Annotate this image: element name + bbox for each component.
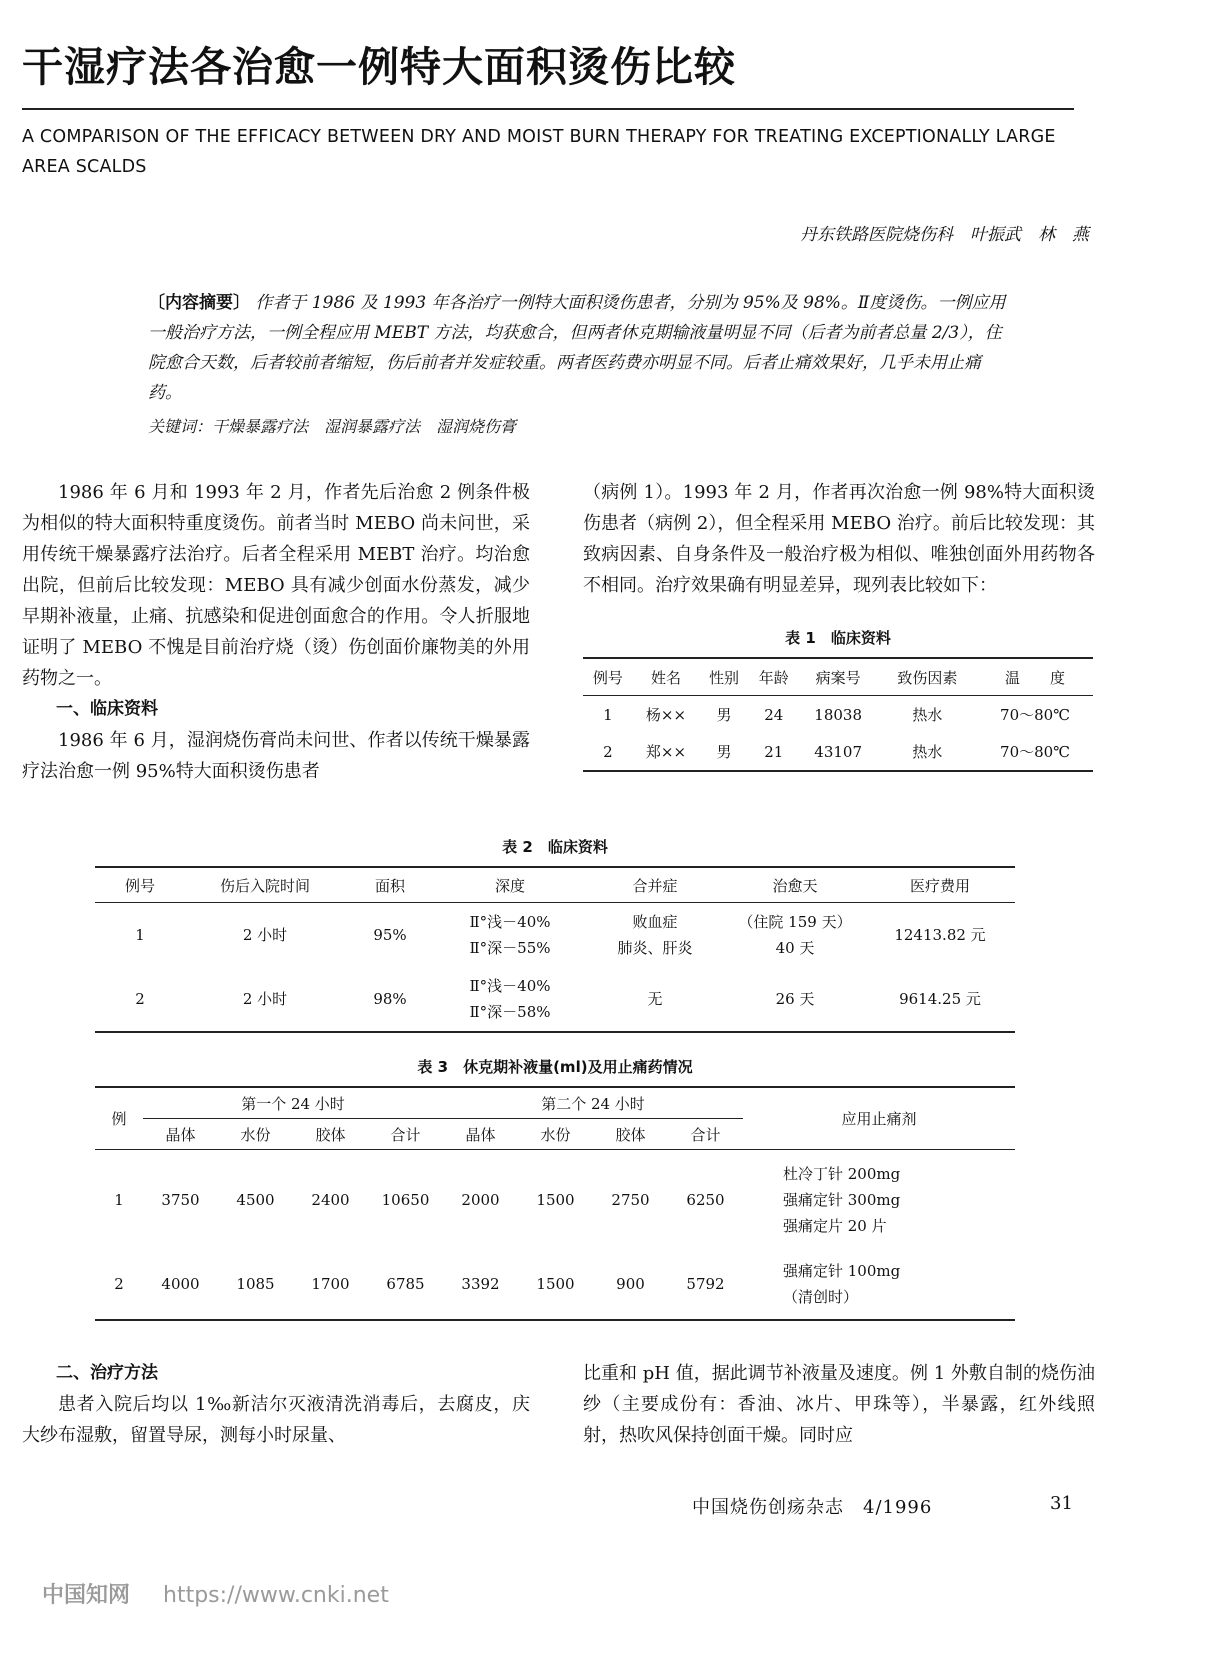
table3-cell: 3392: [461, 1275, 500, 1293]
table2-cell-complication: 败血症 肺炎、肝炎: [617, 913, 693, 957]
english-title: A COMPARISON OF THE EFFICACY BETWEEN DRY AND MOIST BURN THERAPY FOR TREATING EXCEPTIONALLY LARGE AREA SCALDS: [22, 127, 1056, 177]
table3: [95, 1086, 1015, 1321]
table1-header: 性别: [699, 658, 749, 696]
table2-header-row: [95, 867, 1015, 903]
table3-subheader: 水份: [218, 1119, 293, 1150]
table1-header-row: [583, 658, 1093, 696]
cnki-watermark: [42, 1578, 389, 1609]
table2-header: 治愈天: [725, 867, 865, 903]
table2-header: 伤后入院时间: [185, 867, 345, 903]
table3-cell: 4000: [161, 1275, 200, 1293]
table3-cell: 2750: [611, 1190, 650, 1209]
table1-header: 年龄: [749, 658, 799, 696]
table3-group-row: [95, 1087, 1015, 1119]
authors: 丹东铁路医院烧伤科 叶振武 林 燕: [800, 225, 1089, 245]
table3-cell: 5792: [686, 1275, 725, 1293]
table-row: [583, 696, 1093, 734]
table3-cell: 900: [616, 1275, 645, 1293]
table1-header: 病案号: [799, 658, 878, 696]
table3-cell-drug: 杜冷丁针 200mg 强痛定针 300mg 强痛定片 20 片: [783, 1164, 901, 1235]
table1-cell: 杨××: [645, 706, 687, 724]
table3-cell: 1500: [536, 1190, 575, 1209]
table2-cell-complication: 无: [647, 990, 663, 1008]
journal-footer: 中国烧伤创疡杂志 4/1996: [692, 1497, 933, 1518]
table2-header: 面积: [345, 867, 435, 903]
table2-cell-days: （住院 159 天） 40 天: [738, 913, 852, 957]
section-heading-treatment: 二、治疗方法: [56, 1363, 158, 1383]
table3-subheader: 合计: [368, 1119, 443, 1150]
table-row: [95, 1250, 1015, 1320]
title-rule: [22, 108, 1074, 110]
treatment-paragraph: 患者入院后均以 1‰新洁尔灭液清洗消毒后，去腐皮，庆大纱布湿敷，留置导尿，测每小时尿量、: [22, 1394, 530, 1446]
section-heading-clinical: 一、临床资料: [56, 699, 158, 719]
table1-header: 姓名: [633, 658, 699, 696]
table2-cell-time: 2 小时: [242, 926, 288, 944]
table1-header: 致伤因素: [878, 658, 977, 696]
paper-title: 干湿疗法各治愈一例特大面积烫伤比较: [22, 43, 736, 91]
abstract-label: 〔内容摘要〕: [148, 293, 250, 313]
abstract-text: 作者于 1986 及 1993 年各治疗一例特大面积烫伤患者，分别为 95%及 98%。Ⅱ度烫伤。一例应用一般治疗方法，一例全程应用 MEBT 方法，均获愈合，但两者休克期输液量明显不同（后者为前者总量 2/3），住院愈合天数，后者较前者缩短，伤后前者并发症较重。两者医药费亦明显不同。后者止痛效果好，几乎未用止痛药。: [148, 293, 1006, 403]
abstract: [148, 288, 1008, 408]
table3-cell: 2000: [461, 1190, 500, 1209]
table2-cell-cost: 9614.25 元: [899, 990, 981, 1008]
table3-cell: 1085: [236, 1275, 275, 1293]
body-column-right-bottom: [583, 1358, 1095, 1451]
table2-cell-cost: 12413.82 元: [894, 926, 986, 944]
table1-cell: 热水: [912, 743, 943, 761]
table3-group-first: 第一个 24 小时: [143, 1087, 443, 1119]
table1-cell: 43107: [814, 742, 863, 761]
table1-cell: 70～80℃: [1000, 743, 1071, 761]
clinical-paragraph: 1986 年 6 月，湿润烧伤膏尚未问世、作者以传统干燥暴露疗法治愈一例 95%特大面积烫伤患者: [22, 730, 530, 782]
table-row: [583, 733, 1093, 771]
table3-header-drug: 应用止痛剂: [743, 1087, 1015, 1150]
table1: [583, 657, 1093, 772]
table2-header: 医疗费用: [865, 867, 1015, 903]
table3-subheader: 合计: [668, 1119, 743, 1150]
table2-cell-no: 2: [135, 990, 145, 1008]
table2-cell-depth: Ⅱ°浅－40% Ⅱ°深－55%: [469, 913, 551, 957]
table1-cell: 2: [603, 742, 613, 761]
page-number: 31: [1050, 1493, 1073, 1514]
table1-cell: 24: [764, 705, 784, 724]
table2-header: 例号: [95, 867, 185, 903]
table3-subheader: 晶体: [443, 1119, 518, 1150]
body-column-left: [22, 477, 530, 787]
table1-header: 例号: [583, 658, 633, 696]
table3-cell: 3750: [161, 1190, 200, 1209]
table3-group-second: 第二个 24 小时: [443, 1087, 743, 1119]
table3-subheader: 晶体: [143, 1119, 218, 1150]
table2-cell-depth: Ⅱ°浅－40% Ⅱ°深－58%: [469, 977, 551, 1021]
table1-cell: 18038: [814, 705, 863, 724]
clinical-paragraph-cont: （病例 1）。1993 年 2 月，作者再次治愈一例 98%特大面积烫伤患者（病例 2），但全程采用 MEBO 治疗。前后比较发现：其致病因素、自身条件及一般治疗极为相似、唯独创面外用药物各不相同。治疗效果确有明显差异，现列表比较如下：: [583, 482, 1095, 596]
table3-cell: 1500: [536, 1275, 575, 1293]
table3-subheader: 胶体: [293, 1119, 368, 1150]
table3-cell-no: 2: [114, 1275, 124, 1293]
intro-paragraph: 1986 年 6 月和 1993 年 2 月，作者先后治愈 2 例条件极为相似的特大面积特重度烫伤。前者当时 MEBO 尚未问世，采用传统干燥暴露疗法治疗。后者全程采用 MEBT 治疗。均治愈出院，但前后比较发现：MEBO 具有减少创面水份蒸发，减少早期补液量，止痛、抗感染和促进创面愈合的作用。令人折服地证明了 MEBO 不愧是目前治疗烧（烫）伤创面价廉物美的外用药物之一。: [22, 482, 530, 689]
table3-cell-drug: 强痛定针 100mg （清创时）: [783, 1262, 901, 1306]
table2-header: 深度: [435, 867, 585, 903]
treatment-paragraph-cont: 比重和 pH 值，据此调节补液量及速度。例 1 外敷自制的烧伤油纱（主要成份有：香油、冰片、甲珠等），半暴露，红外线照射，热吹风保持创面干燥。同时应: [583, 1363, 1095, 1446]
table3-subheader: 水份: [518, 1119, 593, 1150]
keywords: 关键词：干燥暴露疗法 湿润暴露疗法 湿润烧伤膏: [148, 417, 517, 436]
table1-cell: 男: [716, 706, 732, 724]
table3-cell-no: 1: [114, 1190, 124, 1209]
table3-cell: 2400: [311, 1190, 350, 1209]
table2-header: 合并症: [585, 867, 725, 903]
table1-cell: 70～80℃: [1000, 706, 1071, 724]
table3-header-case: 例: [95, 1087, 143, 1150]
table2-caption: 表 2 临床资料: [502, 838, 608, 856]
watermark-url: https://www.cnki.net: [163, 1583, 389, 1608]
table2-cell-area: 98%: [373, 990, 407, 1008]
table1-cell: 郑××: [645, 743, 687, 761]
table1-header: 温 度: [977, 658, 1093, 696]
table-row: [95, 967, 1015, 1032]
table1-cell: 男: [716, 743, 732, 761]
table2-cell-no: 1: [135, 926, 145, 944]
table3-cell: 6250: [686, 1190, 725, 1209]
table-row: [95, 903, 1015, 968]
table-row: [95, 1150, 1015, 1250]
body-column-left-bottom: [22, 1358, 530, 1451]
table3-cell: 6785: [386, 1275, 425, 1293]
table1-cell: 21: [764, 742, 784, 761]
table3-subheader: 胶体: [593, 1119, 668, 1150]
table1-cell: 热水: [912, 706, 943, 724]
table3-cell: 10650: [381, 1190, 430, 1209]
body-column-right: [583, 477, 1095, 601]
table3-cell: 1700: [311, 1275, 350, 1293]
table2-cell-days: 26 天: [775, 990, 815, 1008]
table1-cell: 1: [603, 705, 613, 724]
table3-cell: 4500: [236, 1190, 275, 1209]
watermark-logo-text: 中国知网: [42, 1583, 131, 1608]
table2-cell-area: 95%: [373, 926, 407, 944]
table2: [95, 866, 1015, 1033]
table3-caption: 表 3 休克期补液量(ml)及用止痛药情况: [417, 1058, 693, 1076]
table1-caption: 表 1 临床资料: [785, 629, 891, 647]
table2-cell-time: 2 小时: [242, 990, 288, 1008]
